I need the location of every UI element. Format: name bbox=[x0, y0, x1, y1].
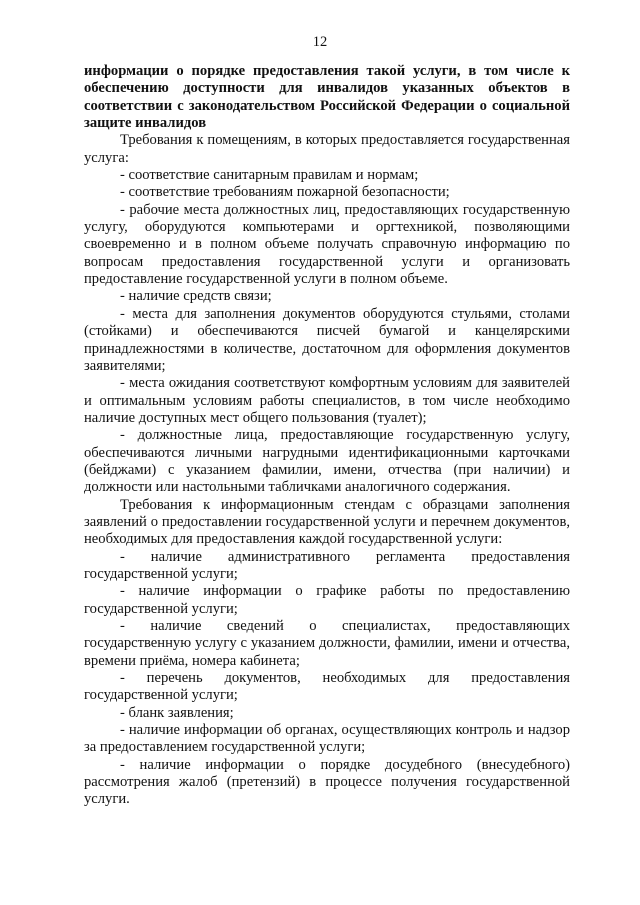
premises-list-item: - места ожидания соответствуют комфортным условиям для заявителей и оптимальным условиям работы специалистов, в том числе необходимо наличие доступных мест общего пользования (туалет); bbox=[84, 375, 570, 426]
premises-list-item: - рабочие места должностных лиц, предоставляющих государственную услугу, оборудуются компьютерами и оргтехникой, позволяющими своевременно и в полном объеме получать справочную информацию по вопросам предоставления государственной услуги и организовать предоставление государственной услуги в полном объеме. bbox=[84, 201, 570, 288]
premises-list-item: - соответствие требованиям пожарной безопасности; bbox=[120, 184, 450, 201]
stands-list-item: - наличие административного регламента предоставления государственной услуги; bbox=[84, 548, 570, 582]
premises-list-item: - наличие средств связи; bbox=[120, 288, 272, 305]
premises-list-item: - соответствие санитарным правилам и нормам; bbox=[120, 167, 419, 184]
section-heading: информации о порядке предоставления такой услуги, в том числе к обеспечению доступности для инвалидов указанных объектов в соответствии с законодательством Российской Федерации о социальной защите инвалидов bbox=[84, 63, 570, 132]
stands-list-item: - наличие сведений о специалистах, предоставляющих государственную услугу с указанием должности, фамилии, имени и отчества, времени приёма, номера кабинета; bbox=[84, 618, 570, 669]
premises-intro-paragraph: Требования к помещениям, в которых предоставляется государственная услуга: bbox=[84, 132, 570, 166]
stands-intro-paragraph: Требования к информационным стендам с образцами заполнения заявлений о предоставлении государственной услуги и перечнем документов, необходимых для предоставления каждой государственной услуги: bbox=[84, 496, 570, 548]
stands-list-item: - наличие информации о графике работы по предоставлению государственной услуги; bbox=[84, 583, 570, 617]
premises-list-item: - должностные лица, предоставляющие государственную услугу, обеспечиваются личными нагрудными идентификационными карточками (бейджами) с указанием фамилии, имени, отчества (при наличии) и должности или настольными табличками аналогичного содержания. bbox=[84, 427, 570, 496]
stands-list-item: - бланк заявления; bbox=[120, 704, 234, 721]
stands-list-item: - наличие информации об органах, осуществляющих контроль и надзор за предоставлением государственной услуги; bbox=[84, 722, 570, 756]
stands-list-item: - перечень документов, необходимых для предоставления государственной услуги; bbox=[84, 670, 570, 704]
page-number: 12 bbox=[312, 34, 328, 50]
document-body bbox=[84, 63, 570, 809]
premises-list-item: - места для заполнения документов оборудуются стульями, столами (стойками) и обеспечиваются писчей бумагой и канцелярскими принадлежностями в количестве, достаточном для оформления документов заявителями; bbox=[84, 305, 570, 374]
stands-list-item: - наличие информации о порядке досудебного (внесудебного) рассмотрения жалоб (претензий) в процессе получения государственной услуги. bbox=[84, 756, 570, 808]
